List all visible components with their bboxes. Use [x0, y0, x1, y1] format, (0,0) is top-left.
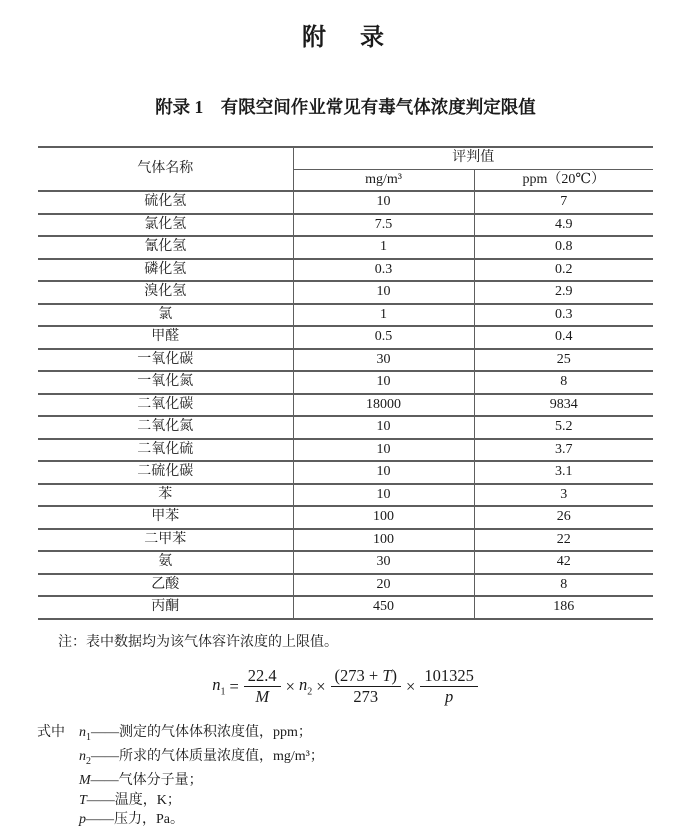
multiply-sign: ×: [406, 676, 416, 696]
gas-limits-table: [38, 146, 653, 620]
table-row: [38, 551, 653, 574]
gas-name-cell: 氰化氢: [38, 236, 293, 259]
table-row: [38, 191, 653, 214]
ppm-value-cell: 0.2: [474, 259, 653, 282]
definition-text: 温度，K；: [114, 792, 181, 808]
fraction-denominator: p: [444, 687, 454, 706]
gas-name-cell: 一氧化碳: [38, 349, 293, 372]
table-row: [38, 326, 653, 349]
definitions-list: [79, 723, 324, 830]
gas-name-cell: 二氧化碳: [38, 394, 293, 417]
variable-n2-subscript: 2: [307, 686, 313, 698]
table-row: [38, 304, 653, 327]
fraction-273T-over-273: [331, 666, 402, 707]
table-row: [38, 371, 653, 394]
fraction-numerator: 22.4: [244, 666, 281, 687]
mg-value-cell: 10: [293, 416, 474, 439]
definition-text: 气体分子量；: [118, 773, 203, 789]
ppm-value-cell: 0.8: [474, 236, 653, 259]
table-row: [38, 596, 653, 619]
table-row: [38, 259, 653, 282]
mg-value-cell: 18000: [293, 394, 474, 417]
table-row: [38, 394, 653, 417]
appendix-title: 附 录: [302, 25, 389, 51]
definition-dash: ——: [86, 812, 114, 828]
gas-name-cell: 丙酮: [38, 596, 293, 619]
formula-n2-term: [299, 675, 312, 697]
gas-name-cell: 甲醛: [38, 326, 293, 349]
mg-value-cell: 100: [293, 506, 474, 529]
definition-symbol: T: [79, 792, 87, 808]
fraction-numerator: 101325: [420, 666, 478, 687]
mg-value-cell: 10: [293, 281, 474, 304]
definition-symbol-subscript: 2: [86, 755, 91, 767]
ppm-value-cell: 25: [474, 349, 653, 372]
gas-name-cell: 氨: [38, 551, 293, 574]
ppm-value-cell: 7: [474, 191, 653, 214]
definition-symbol: n: [79, 724, 86, 740]
ppm-value-cell: 4.9: [474, 214, 653, 237]
variable-n1: n: [212, 675, 221, 695]
mg-value-cell: 10: [293, 191, 474, 214]
gas-name-cell: 甲苯: [38, 506, 293, 529]
gas-name-cell: 溴化氢: [38, 281, 293, 304]
mg-value-cell: 10: [293, 439, 474, 462]
mg-value-cell: 450: [293, 596, 474, 619]
variable-n2: n: [298, 675, 308, 695]
definition-text: 测定的气体体积浓度值，ppm；: [119, 724, 312, 740]
conversion-formula: [0, 664, 691, 710]
judgment-value-header: 评判值: [293, 147, 653, 169]
ppm-value-cell: 186: [474, 596, 653, 619]
definition-text: 压力，Pa。: [114, 812, 184, 828]
table-row: [38, 349, 653, 372]
gas-name-cell: 二甲苯: [38, 529, 293, 552]
gas-name-cell: 二氧化氮: [38, 416, 293, 439]
ppm-value-cell: 9834: [474, 394, 653, 417]
gas-name-cell: 氯化氢: [38, 214, 293, 237]
gas-name-cell: 苯: [38, 484, 293, 507]
table-row: [38, 484, 653, 507]
definition-item: [79, 771, 324, 791]
ppm-unit-header: ppm（20℃）: [474, 169, 653, 191]
definition-text: 所求的气体质量浓度值，mg/m³；: [119, 748, 324, 764]
table-row: [38, 439, 653, 462]
mg-value-cell: 0.3: [293, 259, 474, 282]
table-row: [38, 416, 653, 439]
formula-lhs: [212, 675, 225, 697]
mg-value-cell: 0.5: [293, 326, 474, 349]
ppm-value-cell: 8: [474, 371, 653, 394]
definition-item: [79, 723, 324, 747]
ppm-value-cell: 3.1: [474, 461, 653, 484]
mg-value-cell: 1: [293, 236, 474, 259]
ppm-value-cell: 26: [474, 506, 653, 529]
table-row: [38, 574, 653, 597]
gas-name-cell: 氯: [38, 304, 293, 327]
table-row: [38, 214, 653, 237]
table-row: [38, 281, 653, 304]
table-note: 注：表中数据均为该气体容许浓度的上限值。: [58, 634, 338, 650]
mg-value-cell: 7.5: [293, 214, 474, 237]
table-row: [38, 236, 653, 259]
definitions-label: 式中: [37, 724, 65, 740]
ppm-value-cell: 22: [474, 529, 653, 552]
numerator-text: ): [391, 666, 397, 686]
multiply-sign: ×: [316, 676, 326, 696]
definition-symbol: M: [79, 773, 91, 789]
mg-unit-header: mg/m³: [293, 169, 474, 191]
mg-value-cell: 1: [293, 304, 474, 327]
mg-value-cell: 30: [293, 551, 474, 574]
definition-item: [79, 810, 324, 830]
mg-value-cell: 10: [293, 371, 474, 394]
ppm-value-cell: 3.7: [474, 439, 653, 462]
multiply-sign: ×: [285, 676, 295, 696]
ppm-value-cell: 8: [474, 574, 653, 597]
definition-symbol: n: [79, 748, 86, 764]
gas-name-cell: 一氧化氮: [38, 371, 293, 394]
table-row: [38, 461, 653, 484]
ppm-value-cell: 0.3: [474, 304, 653, 327]
gas-name-header: 气体名称: [38, 147, 293, 191]
fraction-22-4-over-M: [244, 666, 281, 707]
ppm-value-cell: 0.4: [474, 326, 653, 349]
gas-name-cell: 二硫化碳: [38, 461, 293, 484]
equals-sign: =: [229, 676, 239, 696]
fraction-denominator: 273: [353, 687, 379, 706]
definition-dash: ——: [90, 773, 119, 789]
definition-symbol-subscript: 1: [86, 731, 91, 743]
section-title: 附录 1 有限空间作业常见有毒气体浓度判定限值: [155, 97, 536, 117]
mg-value-cell: 30: [293, 349, 474, 372]
definition-symbol: p: [79, 812, 86, 828]
definition-item: [79, 791, 324, 811]
definition-dash: ——: [86, 792, 115, 808]
gas-name-cell: 磷化氢: [38, 259, 293, 282]
gas-table-body: [38, 191, 653, 619]
numerator-text: (273 +: [334, 666, 383, 686]
gas-name-cell: 乙酸: [38, 574, 293, 597]
fraction-denominator: M: [255, 687, 270, 706]
gas-name-cell: 二氧化硫: [38, 439, 293, 462]
mg-value-cell: 10: [293, 484, 474, 507]
fraction-numerator: [331, 666, 402, 687]
definition-dash: ——: [91, 748, 119, 764]
definition-item: [79, 747, 324, 771]
ppm-value-cell: 42: [474, 551, 653, 574]
mg-value-cell: 10: [293, 461, 474, 484]
table-row: [38, 529, 653, 552]
ppm-value-cell: 2.9: [474, 281, 653, 304]
variable-n1-subscript: 1: [220, 686, 226, 698]
symbol-definitions: [37, 723, 691, 830]
mg-value-cell: 20: [293, 574, 474, 597]
table-header: [38, 147, 653, 191]
header-row-1: [38, 147, 653, 169]
definition-dash: ——: [91, 724, 119, 740]
ppm-value-cell: 5.2: [474, 416, 653, 439]
ppm-value-cell: 3: [474, 484, 653, 507]
table-row: [38, 506, 653, 529]
fraction-101325-over-p: [420, 666, 478, 707]
mg-value-cell: 100: [293, 529, 474, 552]
gas-name-cell: 硫化氢: [38, 191, 293, 214]
variable-T: T: [382, 666, 392, 686]
